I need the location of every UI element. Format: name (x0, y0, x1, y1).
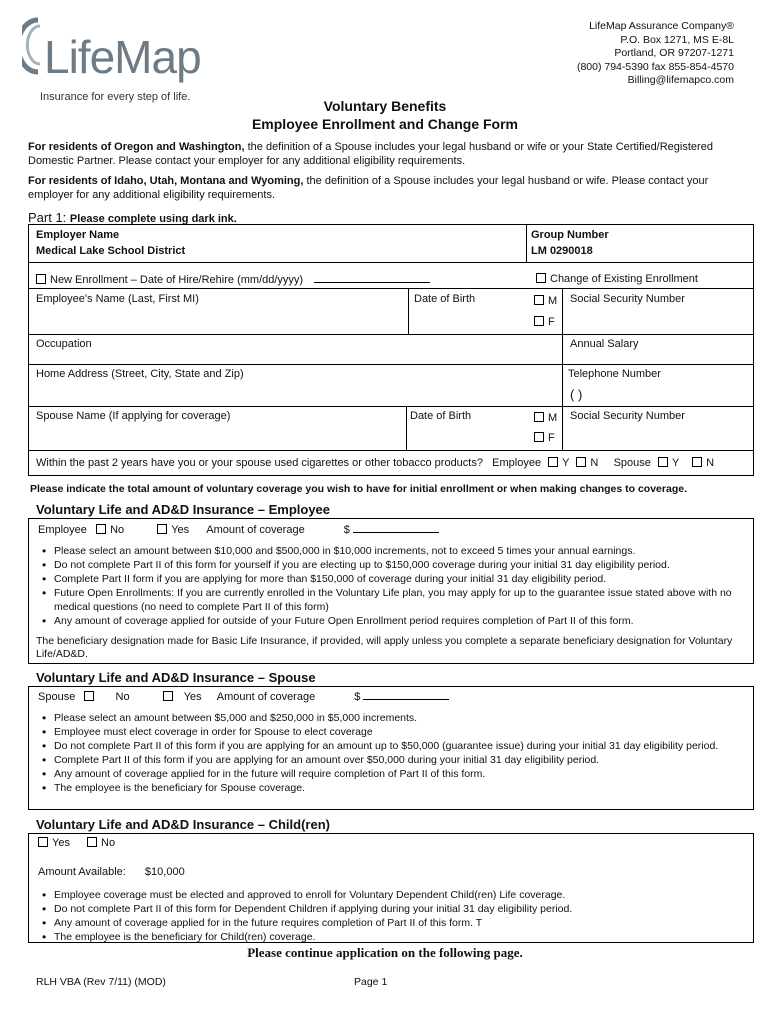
dollar-sign: $ (354, 691, 361, 703)
employee-female-option (534, 316, 555, 328)
child-yes-checkbox[interactable] (38, 837, 48, 847)
no-label: No (115, 691, 130, 703)
employee-dob-label: Date of Birth (414, 293, 476, 305)
no-label: N (590, 457, 599, 469)
list-item: • Any amount of coverage applied for in the future will require completion of Part II of this form. (38, 767, 750, 781)
list-item: • Do not complete Part II of this form if you are applying for an amount up to $50,000 (guarantee issue) during your initial 31 day eligibility period. (38, 739, 750, 753)
form-title-line2: Employee Enrollment and Change Form (251, 116, 519, 132)
spouse-bullets (38, 711, 750, 795)
employee-bullets (38, 544, 750, 628)
amount-label: Amount of coverage (206, 524, 305, 536)
list-item: • The employee is the beneficiary for Spouse coverage. (38, 781, 750, 795)
list-item: • Please select an amount between $5,000 and $250,000 in $5,000 increments. (38, 711, 750, 725)
female-label: F (548, 316, 555, 328)
change-enrollment-checkbox[interactable] (536, 273, 546, 283)
logo-mark-icon (22, 16, 46, 86)
group-number-value[interactable]: LM 0290018 (531, 245, 593, 257)
spouse-no-checkbox[interactable] (84, 691, 94, 701)
male-label: M (548, 295, 558, 307)
company-address (577, 20, 734, 88)
telephone-label: Telephone Number (568, 368, 661, 380)
tobacco-spouse-label: Spouse (613, 457, 651, 469)
part1-heading (28, 210, 237, 225)
spouse-ssn-label: Social Security Number (570, 410, 685, 422)
form-title-line1: Voluntary Benefits (323, 98, 447, 114)
yes-label: Y (671, 457, 680, 469)
no-label: No (110, 524, 125, 536)
spouse-male-option (534, 412, 557, 424)
employee-male-option (534, 295, 557, 307)
company-line: P.O. Box 1271, MS E-8L (620, 33, 734, 46)
new-enrollment-option (36, 273, 430, 286)
spouse-female-option (534, 432, 555, 444)
amount-available-value: $10,000 (144, 866, 185, 878)
list-item: • The employee is the beneficiary for Child(ren) coverage. (38, 930, 750, 944)
company-line: LifeMap Assurance Company® (589, 20, 734, 32)
yes-label: Yes (171, 524, 190, 536)
company-line: Portland, OR 97207-1271 (614, 47, 734, 59)
spouse-amount-field[interactable] (363, 690, 449, 700)
occupation-label: Occupation (36, 338, 92, 350)
employee-male-checkbox[interactable] (534, 295, 544, 305)
list-item: • Any amount of coverage applied for in the future requires completion of Part II of this form. T (38, 916, 750, 930)
company-line: (800) 794-5390 fax 855-854-4570 (576, 60, 734, 73)
child-election-row (38, 837, 115, 849)
logo: LifeMap (44, 31, 201, 83)
spouse-female-checkbox[interactable] (534, 432, 544, 442)
amount-available-label: Amount Available: (38, 866, 126, 878)
tobacco-employee-yes-checkbox[interactable] (548, 457, 558, 467)
annual-salary-label: Annual Salary (570, 338, 639, 350)
child-section-title: Voluntary Life and AD&D Insurance – Child(ren) (36, 817, 330, 832)
intro-text: the definition of a Spouse includes your legal husband or wife. Please contact your employer for any additional eligibility requirements. (28, 175, 709, 201)
part1-label: Part 1: (28, 210, 67, 225)
form-id: RLH VBA (Rev 7/11) (MOD) (36, 976, 166, 988)
tobacco-employee-label: Employee (492, 457, 542, 469)
no-label: N (706, 457, 715, 469)
child-no-checkbox[interactable] (87, 837, 97, 847)
employee-ssn-label: Social Security Number (570, 293, 685, 305)
intro-paragraph-or-wa (28, 140, 744, 168)
employer-name-value[interactable]: Medical Lake School District (36, 245, 186, 257)
change-enrollment-option (536, 273, 698, 285)
company-line: Billing@lifemapco.com (627, 74, 734, 86)
list-item: • Employee must elect coverage in order for Spouse to elect coverage (38, 725, 750, 739)
intro-paragraph-id-ut (28, 174, 744, 202)
female-label: F (548, 432, 555, 444)
list-item: • Do not complete Part II of this form for Dependent Children if applying during your initial 31 day eligibility period. (38, 902, 750, 916)
new-enrollment-label: New Enrollment – Date of Hire/Rehire (mm/dd/yyyy) (50, 274, 304, 286)
intro-text: the definition of a Spouse includes your legal husband or wife or your State Certified/Registered Domestic Partner. Please contact your employer for any additional eligibility requirements. (28, 141, 713, 167)
employee-election-row (38, 523, 439, 536)
tobacco-spouse-no-checkbox[interactable] (692, 457, 702, 467)
spouse-yes-checkbox[interactable] (163, 691, 173, 701)
coverage-instruction: Please indicate the total amount of voluntary coverage you wish to have for initial enrollment or when making changes to coverage. (30, 483, 687, 495)
home-address-label: Home Address (Street, City, State and Zip) (36, 368, 244, 380)
employee-yes-checkbox[interactable] (157, 524, 167, 534)
continue-note: Please continue application on the following page. (247, 945, 523, 960)
list-item: • Complete Part II form if you are applying for more than $150,000 of coverage during your initial 31 day eligibility period. (38, 572, 750, 586)
list-item: • Any amount of coverage applied for outside of your Future Open Enrollment period requires completion of Part II of this form. (38, 614, 750, 628)
employee-amount-field[interactable] (353, 523, 439, 533)
change-enrollment-label: Change of Existing Enrollment (550, 273, 698, 285)
hire-date-field[interactable] (314, 273, 430, 283)
spouse-dob-label: Date of Birth (410, 410, 472, 422)
group-number-label: Group Number (531, 229, 609, 241)
child-amount-row (38, 866, 185, 878)
spouse-section-title: Voluntary Life and AD&D Insurance – Spouse (36, 670, 316, 685)
list-item: • Complete Part II of this form if you are applying for an amount over $50,000 during your initial 31 day eligibility period. (38, 753, 750, 767)
spouse-male-checkbox[interactable] (534, 412, 544, 422)
no-label: No (101, 837, 116, 849)
employee-no-checkbox[interactable] (96, 524, 106, 534)
new-enrollment-checkbox[interactable] (36, 274, 46, 284)
part1-instruction: Please complete using dark ink. (69, 213, 237, 225)
telephone-area-code[interactable]: ( ) (570, 387, 583, 402)
intro-bold: For residents of Idaho, Utah, Montana and Wyoming, (28, 175, 304, 187)
child-bullets (38, 888, 750, 944)
dollar-sign: $ (343, 524, 350, 536)
logo-tagline: Insurance for every step of life. (40, 91, 191, 103)
employer-name-label: Employer Name (36, 229, 120, 241)
employee-section-title: Voluntary Life and AD&D Insurance – Employee (36, 502, 331, 517)
employee-row-label: Employee (38, 524, 87, 536)
page-number: Page 1 (354, 976, 388, 988)
list-item: • Employee coverage must be elected and approved to enroll for Voluntary Dependent Child(ren) Life coverage. (38, 888, 750, 902)
amount-label: Amount of coverage (216, 691, 316, 703)
tobacco-spouse-yes-checkbox[interactable] (658, 457, 668, 467)
yes-label: Yes (183, 691, 202, 703)
list-item: • Future Open Enrollments: If you are currently enrolled in the Voluntary Life plan, you may apply for up to the guarantee issue stated above with no medical questions (no need to complete Part II of this form) (38, 586, 750, 614)
employee-name-label: Employee's Name (Last, First MI) (36, 293, 199, 305)
spouse-election-row (38, 690, 449, 703)
tobacco-question (36, 457, 714, 469)
list-item: • Do not complete Part II of this form for yourself if you are electing up to $150,000 coverage during your initial 31 day eligibility period. (38, 558, 750, 572)
spouse-name-label: Spouse Name (If applying for coverage) (36, 410, 231, 422)
tobacco-employee-no-checkbox[interactable] (576, 457, 586, 467)
intro-bold: For residents of Oregon and Washington, (28, 141, 245, 153)
tobacco-question-text: Within the past 2 years have you or your spouse used cigarettes or other tobacco products? (36, 457, 483, 469)
yes-label: Yes (52, 837, 70, 849)
employee-female-checkbox[interactable] (534, 316, 544, 326)
yes-label: Y (562, 457, 570, 469)
beneficiary-note: The beneficiary designation made for Basic Life Insurance, if provided, will apply unless you complete a separate beneficiary designation for Voluntary Life/AD&D. (36, 635, 733, 660)
spouse-row-label: Spouse (38, 691, 76, 703)
list-item: • Please select an amount between $10,000 and $500,000 in $10,000 increments, not to exceed 5 times your annual earnings. (38, 544, 750, 558)
male-label: M (548, 412, 558, 424)
